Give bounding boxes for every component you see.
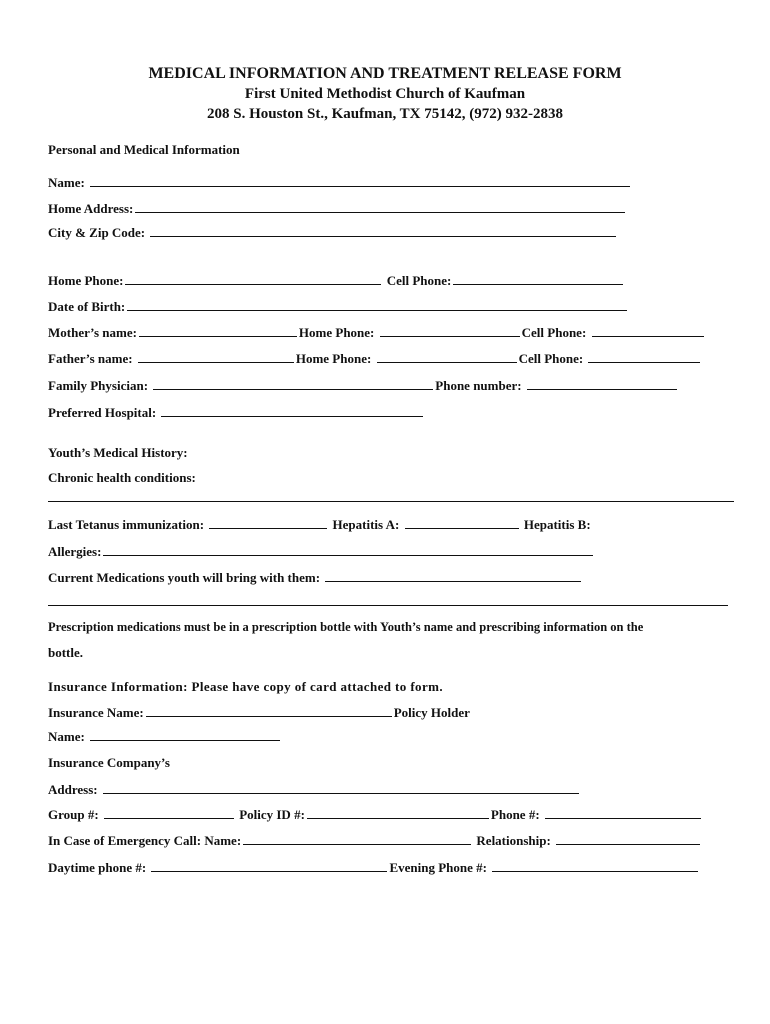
insurance-name-field[interactable] <box>146 704 392 717</box>
evening-phone-label: Evening Phone #: <box>389 860 487 875</box>
home-address-row <box>48 200 627 217</box>
insurance-address-label: Address: <box>48 782 98 797</box>
daytime-phone-field[interactable] <box>151 859 387 872</box>
mother-cell-phone-label: Cell Phone: <box>521 325 587 340</box>
allergies-label: Allergies: <box>48 544 102 559</box>
insurance-address-row <box>48 781 581 798</box>
family-physician-field[interactable] <box>153 377 433 390</box>
family-physician-label: Family Physician: <box>48 378 149 393</box>
name-field[interactable] <box>90 174 630 187</box>
contact-phone-row <box>48 859 700 876</box>
policy-holder-label: Policy Holder <box>393 705 470 720</box>
cell-phone-label: Cell Phone: <box>386 273 452 288</box>
dob-row <box>48 298 629 315</box>
relationship-field[interactable] <box>556 832 700 845</box>
father-cell-phone-field[interactable] <box>588 350 700 363</box>
chronic-conditions-label: Chronic health conditions: <box>48 470 196 485</box>
mother-home-phone-field[interactable] <box>380 324 520 337</box>
insurance-address-field[interactable] <box>103 781 579 794</box>
medications-label: Current Medications youth will bring with them: <box>48 570 321 585</box>
medications-row <box>48 569 583 586</box>
insurance-name-label: Insurance Name: <box>48 705 144 720</box>
allergies-row <box>48 543 595 560</box>
relationship-label: Relationship: <box>476 833 551 848</box>
medical-history-label: Youth’s Medical History: <box>48 445 188 460</box>
emergency-row <box>48 832 702 849</box>
policy-holder-name-row <box>48 728 282 745</box>
city-zip-row <box>48 224 618 241</box>
preferred-hospital-field[interactable] <box>161 404 423 417</box>
evening-phone-field[interactable] <box>492 859 698 872</box>
immunization-row <box>48 516 591 533</box>
father-home-phone-label: Home Phone: <box>295 351 372 366</box>
physician-phone-field[interactable] <box>527 377 677 390</box>
father-cell-phone-label: Cell Phone: <box>518 351 584 366</box>
mother-row <box>48 324 706 341</box>
father-home-phone-field[interactable] <box>377 350 517 363</box>
policy-id-label: Policy ID #: <box>239 807 305 822</box>
dob-field[interactable] <box>127 298 627 311</box>
hospital-row <box>48 404 425 421</box>
city-zip-label: City & Zip Code: <box>48 225 146 240</box>
cell-phone-field[interactable] <box>453 272 623 285</box>
chronic-conditions-line[interactable] <box>48 501 734 502</box>
prescription-note-line1: Prescription medications must be in a prescription bottle with Youth’s name and prescribing information on the <box>48 620 644 634</box>
insurance-phone-label: Phone #: <box>490 807 540 822</box>
policy-holder-name-label: Name: <box>48 729 85 744</box>
group-label: Group #: <box>48 807 99 822</box>
church-address: 208 S. Houston St., Kaufman, TX 75142, (972) 932-2838 <box>206 106 563 122</box>
allergies-field[interactable] <box>103 543 593 556</box>
home-phone-label: Home Phone: <box>48 273 124 288</box>
name-row <box>48 174 632 191</box>
preferred-hospital-label: Preferred Hospital: <box>48 405 157 420</box>
emergency-name-label: In Case of Emergency Call: Name: <box>48 833 242 848</box>
medications-field[interactable] <box>325 569 581 582</box>
home-address-field[interactable] <box>135 200 625 213</box>
mother-home-phone-label: Home Phone: <box>298 325 375 340</box>
home-address-label: Home Address: <box>48 201 134 216</box>
dob-label: Date of Birth: <box>48 299 126 314</box>
section-title-personal: Personal and Medical Information <box>48 142 240 157</box>
city-zip-field[interactable] <box>150 224 616 237</box>
medications-line[interactable] <box>48 605 728 606</box>
physician-row <box>48 377 679 394</box>
church-name: First United Methodist Church of Kaufman <box>244 86 526 102</box>
father-name-field[interactable] <box>138 350 294 363</box>
mother-name-field[interactable] <box>139 324 297 337</box>
insurance-company-label: Insurance Company’s <box>48 755 170 770</box>
emergency-name-field[interactable] <box>243 832 471 845</box>
physician-phone-label: Phone number: <box>435 378 522 393</box>
tetanus-label: Last Tetanus immunization: <box>48 517 205 532</box>
father-name-label: Father’s name: <box>48 351 133 366</box>
daytime-phone-label: Daytime phone #: <box>48 860 147 875</box>
section-title-insurance: Insurance Information: Please have copy of card attached to form. <box>48 679 444 694</box>
hepatitis-a-field[interactable] <box>405 516 519 529</box>
prescription-note-line2: bottle. <box>48 645 84 660</box>
mother-name-label: Mother’s name: <box>48 325 137 340</box>
mother-cell-phone-field[interactable] <box>592 324 704 337</box>
hepatitis-b-label: Hepatitis B: <box>523 517 591 532</box>
group-policy-row <box>48 806 703 823</box>
home-phone-field[interactable] <box>125 272 381 285</box>
insurance-name-row <box>48 704 470 721</box>
form-title: MEDICAL INFORMATION AND TREATMENT RELEASE FORM <box>148 65 622 82</box>
group-field[interactable] <box>104 806 234 819</box>
phone-row <box>48 272 625 289</box>
hepatitis-a-label: Hepatitis A: <box>332 517 400 532</box>
father-row <box>48 350 702 367</box>
name-label: Name: <box>48 175 85 190</box>
tetanus-field[interactable] <box>209 516 327 529</box>
policy-id-field[interactable] <box>307 806 489 819</box>
insurance-phone-field[interactable] <box>545 806 701 819</box>
policy-holder-name-field[interactable] <box>90 728 280 741</box>
